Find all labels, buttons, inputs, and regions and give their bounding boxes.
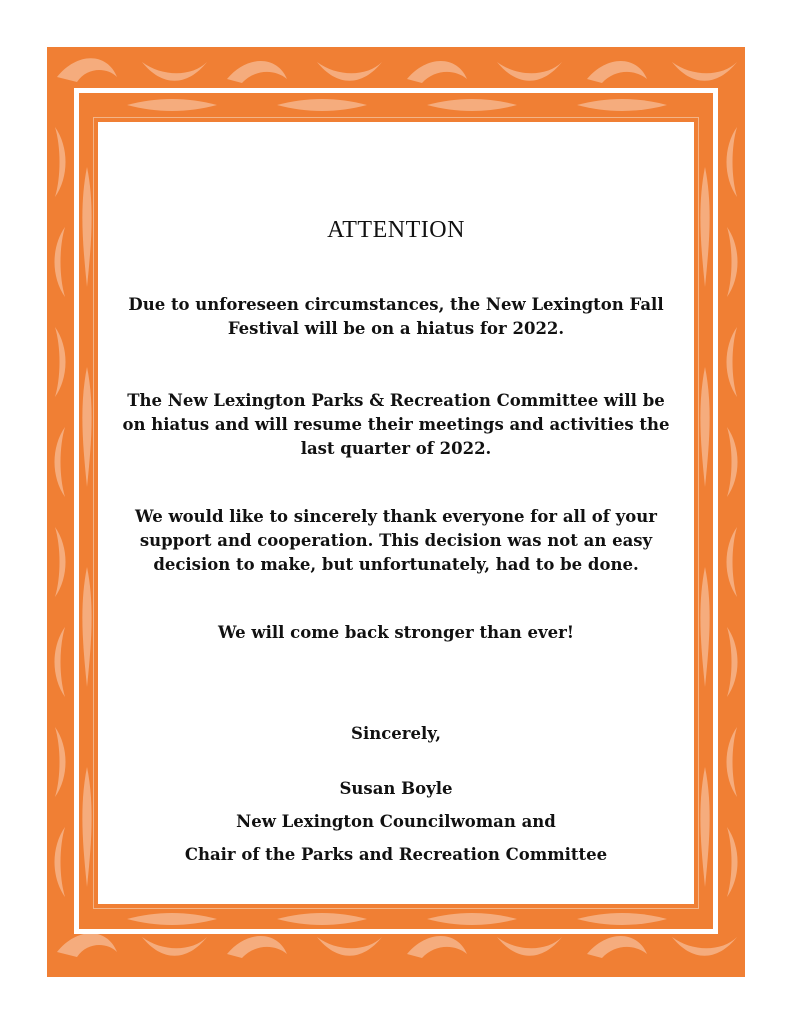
signature-title-line1: New Lexington Councilwoman and	[236, 812, 556, 831]
text-line: The New Lexington Parks & Recreation Committee will be	[127, 391, 665, 410]
text-line: last quarter of 2022.	[300, 439, 492, 458]
paragraph-festival-hiatus	[98, 293, 694, 341]
notice-title: ATTENTION	[327, 217, 465, 243]
paragraph-committee-hiatus	[98, 389, 694, 461]
text-line: support and cooperation. This decision was not an easy	[139, 531, 653, 550]
paragraph-thanks	[98, 505, 694, 577]
decorative-orange-frame	[47, 47, 745, 977]
text-line: on hiatus and will resume their meetings and activities the	[122, 415, 670, 434]
paragraph-come-back: We will come back stronger than ever!	[217, 623, 575, 642]
notice-page	[98, 122, 694, 904]
text-line: Festival will be on a hiatus for 2022.	[227, 319, 565, 338]
text-line: We would like to sincerely thank everyone for all of your	[135, 507, 657, 526]
signature-title-line2: Chair of the Parks and Recreation Committee	[184, 845, 608, 864]
text-line: Due to unforeseen circumstances, the New Lexington Fall	[128, 295, 664, 314]
signature-name: Susan Boyle	[339, 779, 453, 798]
text-line: decision to make, but unfortunately, had to be done.	[153, 555, 639, 574]
closing-salutation: Sincerely,	[351, 724, 441, 743]
